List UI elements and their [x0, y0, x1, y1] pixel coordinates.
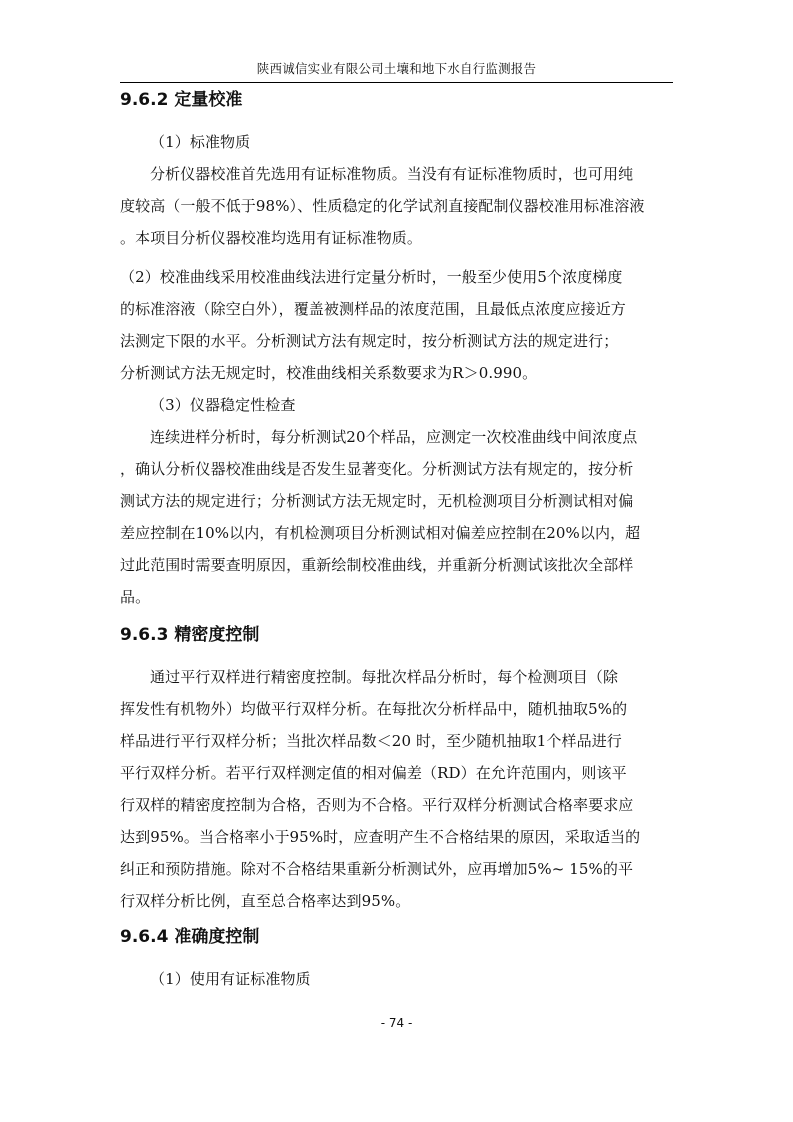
paragraph-line: ，确认分析仪器校准曲线是否发生显著变化。分析测试方法有规定的，按分析	[120, 460, 634, 478]
section-heading-9-6-3: 9.6.3 精密度控制	[120, 625, 260, 645]
page-number: - 74 -	[380, 1016, 413, 1030]
section-heading-9-6-4: 9.6.4 准确度控制	[120, 927, 260, 947]
item-title-certified-material: （1）使用有证标准物质	[150, 970, 311, 988]
paragraph-line: （2）校准曲线采用校准曲线法进行定量分析时，一般至少使用5个浓度梯度	[120, 268, 623, 286]
paragraph-line: 品。	[120, 588, 151, 606]
header-rule	[120, 82, 673, 83]
paragraph-line: 纠正和预防措施。除对不合格结果重新分析测试外，应再增加5%~ 15%的平	[120, 860, 634, 878]
paragraph-line: 度较高（一般不低于98%）、性质稳定的化学试剂直接配制仪器校准用标准溶液	[120, 197, 645, 215]
paragraph-line: 平行双样分析。若平行双样测定值的相对偏差（RD）在允许范围内，则该平	[120, 764, 627, 782]
paragraph-line: 样品进行平行双样分析；当批次样品数＜20 时，至少随机抽取1个样品进行	[120, 732, 622, 750]
header-title: 陕西诚信实业有限公司土壤和地下水自行监测报告	[256, 61, 537, 76]
paragraph-line: 分析仪器校准首先选用有证标准物质。当没有有证标准物质时，也可用纯	[150, 165, 634, 183]
paragraph-line: 连续进样分析时，每分析测试20个样品，应测定一次校准曲线中间浓度点	[150, 428, 638, 446]
paragraph-line: 过此范围时需要查明原因，重新绘制校准曲线，并重新分析测试该批次全部样	[120, 556, 634, 574]
item-title-standard-material: （1）标准物质	[150, 133, 251, 151]
section-heading-9-6-2: 9.6.2 定量校准	[120, 90, 243, 110]
paragraph-line: 行双样的精密度控制为合格，否则为不合格。平行双样分析测试合格率要求应	[120, 796, 634, 814]
paragraph-line: 分析测试方法无规定时，校准曲线相关系数要求为R＞0.990。	[120, 364, 538, 382]
paragraph-line: 挥发性有机物外）均做平行双样分析。在每批次分析样品中，随机抽取5%的	[120, 700, 628, 718]
paragraph-line: 的标准溶液（除空白外），覆盖被测样品的浓度范围，且最低点浓度应接近方	[120, 300, 626, 318]
paragraph-line: 。本项目分析仪器校准均选用有证标准物质。	[120, 229, 423, 247]
paragraph-line: 差应控制在10%以内，有机检测项目分析测试相对偏差应控制在20%以内，超	[120, 524, 641, 542]
item-title-stability-check: （3）仪器稳定性检查	[150, 396, 296, 414]
paragraph-line: 法测定下限的水平。分析测试方法有规定时，按分析测试方法的规定进行；	[120, 332, 619, 350]
paragraph-line: 通过平行双样进行精密度控制。每批次样品分析时，每个检测项目（除	[150, 668, 619, 686]
paragraph-line: 达到95%。当合格率小于95%时，应查明产生不合格结果的原因，采取适当的	[120, 828, 641, 846]
paragraph-line: 行双样分析比例，直至总合格率达到95%。	[120, 892, 411, 910]
paragraph-line: 测试方法的规定进行；分析测试方法无规定时，无机检测项目分析测试相对偏	[120, 492, 634, 510]
